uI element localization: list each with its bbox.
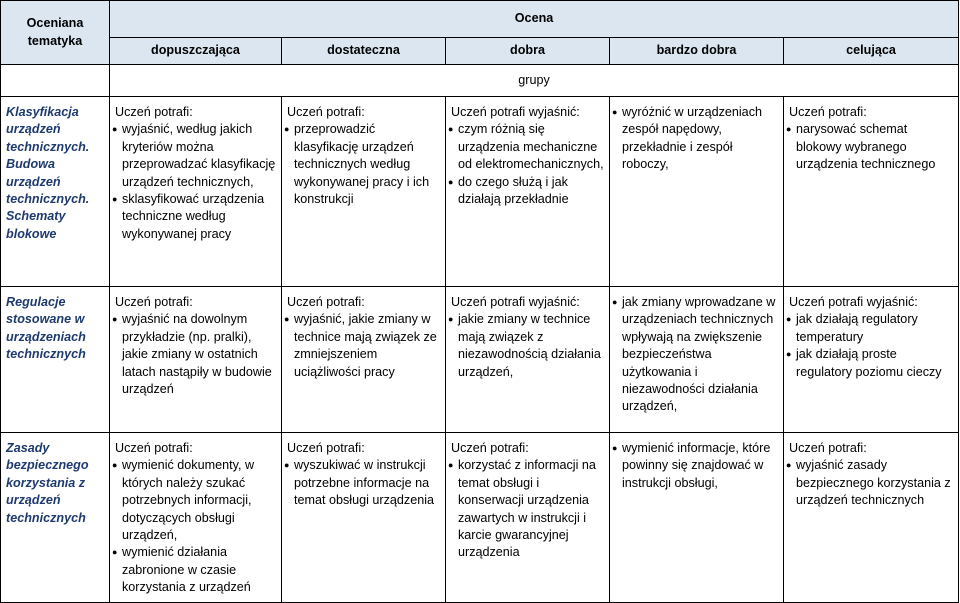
criteria-cell <box>610 97 784 287</box>
list-item: ● wyjaśnić zasady bezpiecznego korzystania z urządzeń technicznych <box>787 457 955 509</box>
cell-lead: Uczeń potrafi: <box>287 441 365 455</box>
criteria-list <box>285 311 442 381</box>
criteria-cell <box>446 287 610 433</box>
table-row <box>1 97 959 287</box>
list-item: ● wyszukiwać w instrukcji potrzebne informacje na temat obsługi urządzenia <box>285 457 442 509</box>
criteria-list <box>787 311 955 381</box>
criteria-list <box>613 440 780 492</box>
groups-label: grupy <box>110 65 959 97</box>
cell-lead: Uczeń potrafi: <box>451 441 529 455</box>
list-item: ● korzystać z informacji na temat obsługi i konserwacji urządzenia zawartych w instrukcji i karcie gwarancyjnej urządzenia <box>449 457 606 561</box>
list-item: ● wyróżnić w urządzeniach zespół napędowy, przekładnie i zespół roboczy, <box>613 104 780 174</box>
cell-lead: Uczeń potrafi wyjaśnić: <box>789 295 918 309</box>
list-item: ● jak zmiany wprowadzane w urządzeniach technicznych wpływają na zwiększenie bezpieczeństwa użytkowania i niezawodności działania urządzeń, <box>613 294 780 416</box>
list-item: ● jak działają regulatory temperatury <box>787 311 955 346</box>
criteria-cell <box>282 97 446 287</box>
criteria-cell <box>110 433 282 603</box>
header-ocena: Ocena <box>110 1 959 38</box>
criteria-list <box>449 457 606 561</box>
criteria-list <box>449 311 606 381</box>
header-grade-dostateczna: dostateczna <box>282 38 446 65</box>
cell-lead: Uczeń potrafi wyjaśnić: <box>451 295 580 309</box>
topic-cell: Regulacje stosowane w urządzeniach technicznych <box>1 287 110 433</box>
criteria-list <box>787 121 955 173</box>
list-item: ● wyjaśnić, według jakich kryteriów można przeprowadzać klasyfikację urządzeń technicznych, <box>113 121 278 191</box>
criteria-list <box>449 121 606 208</box>
cell-lead: Uczeń potrafi: <box>789 441 867 455</box>
criteria-cell <box>446 97 610 287</box>
topic-cell: Klasyfikacja urządzeń technicznych. Budowa urządzeń technicznych. Schematy blokowe <box>1 97 110 287</box>
list-item: ● narysować schemat blokowy wybranego urządzenia technicznego <box>787 121 955 173</box>
topic-cell: Zasady bezpiecznego korzystania z urządzeń technicznych <box>1 433 110 603</box>
header-grade-dopuszczajaca: dopuszczająca <box>110 38 282 65</box>
criteria-list <box>113 311 278 398</box>
cell-lead: Uczeń potrafi: <box>115 105 193 119</box>
criteria-list <box>285 121 442 208</box>
criteria-list <box>787 457 955 509</box>
criteria-cell <box>110 97 282 287</box>
header-topic: Oceniana tematyka <box>1 1 110 65</box>
criteria-cell <box>446 433 610 603</box>
cell-lead: Uczeń potrafi: <box>789 105 867 119</box>
list-item: ● wymienić dokumenty, w których należy szukać potrzebnych informacji, dotyczących obsługi urządzeń, <box>113 457 278 544</box>
header-grade-celujaca: celująca <box>784 38 959 65</box>
cell-lead: Uczeń potrafi: <box>287 295 365 309</box>
cell-lead: Uczeń potrafi wyjaśnić: <box>451 105 580 119</box>
list-item: ● wyjaśnić na dowolnym przykładzie (np. pralki), jakie zmiany w ostatnich latach nastąpiły w budowie urządzeń <box>113 311 278 398</box>
header-grade-dobra: dobra <box>446 38 610 65</box>
criteria-list <box>613 104 780 174</box>
criteria-cell <box>784 433 959 603</box>
header-grade-bardzo-dobra: bardzo dobra <box>610 38 784 65</box>
criteria-list <box>285 457 442 509</box>
list-item: ● przeprowadzić klasyfikację urządzeń technicznych według wykonywanej pracy i ich konstrukcji <box>285 121 442 208</box>
cell-lead: Uczeń potrafi: <box>115 441 193 455</box>
criteria-list <box>113 457 278 596</box>
list-item: ● wymienić działania zabronione w czasie korzystania z urządzeń <box>113 544 278 596</box>
criteria-list <box>613 294 780 416</box>
list-item: ● wyjaśnić, jakie zmiany w technice mają związek ze zmniejszeniem uciążliwości pracy <box>285 311 442 381</box>
criteria-cell <box>784 97 959 287</box>
list-item: ● jakie zmiany w technice mają związek z niezawodnością działania urządzeń, <box>449 311 606 381</box>
table-row <box>1 433 959 603</box>
list-item: ● wymienić informacje, które powinny się znajdować w instrukcji obsługi, <box>613 440 780 492</box>
list-item: ● czym różnią się urządzenia mechaniczne od elektromechanicznych, <box>449 121 606 173</box>
list-item: ● do czego służą i jak działają przekładnie <box>449 174 606 209</box>
criteria-cell <box>610 287 784 433</box>
cell-lead: Uczeń potrafi: <box>287 105 365 119</box>
groups-row-empty <box>1 65 110 97</box>
cell-lead: Uczeń potrafi: <box>115 295 193 309</box>
criteria-cell <box>610 433 784 603</box>
criteria-cell <box>282 287 446 433</box>
list-item: ● jak działają proste regulatory poziomu cieczy <box>787 346 955 381</box>
list-item: ● sklasyfikować urządzenia techniczne według wykonywanej pracy <box>113 191 278 243</box>
criteria-list <box>113 121 278 243</box>
criteria-cell <box>282 433 446 603</box>
criteria-cell <box>784 287 959 433</box>
criteria-cell <box>110 287 282 433</box>
table-row <box>1 287 959 433</box>
